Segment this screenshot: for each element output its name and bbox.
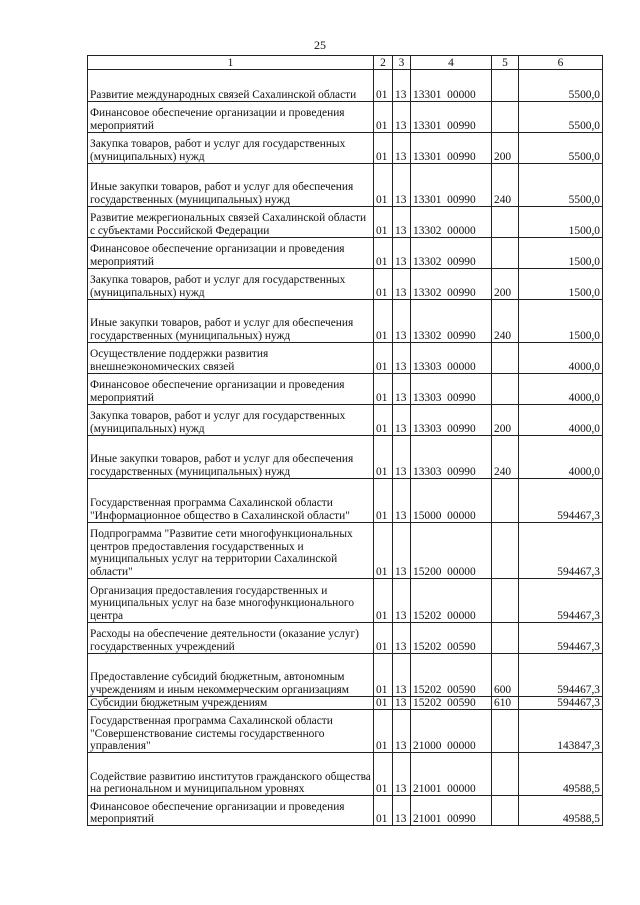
- row-subsection: 13: [393, 654, 411, 697]
- row-amount: 4000,0: [519, 374, 603, 405]
- row-expense-type: [492, 238, 519, 269]
- row-target-article: 13301 00000: [411, 70, 492, 102]
- row-target-article: 13301 00990: [411, 102, 492, 133]
- row-expense-type: [492, 374, 519, 405]
- table-row: [88, 623, 603, 654]
- row-amount: 143847,3: [519, 710, 603, 753]
- row-amount: 594467,3: [519, 623, 603, 654]
- row-subsection: 13: [393, 623, 411, 654]
- row-expense-type: 240: [492, 436, 519, 479]
- row-target-article: 15202 00590: [411, 623, 492, 654]
- row-section: 01: [374, 579, 393, 623]
- row-amount: 49588,5: [519, 796, 603, 826]
- row-expense-type: [492, 623, 519, 654]
- row-target-article: 15202 00590: [411, 654, 492, 697]
- row-subsection: 13: [393, 269, 411, 300]
- row-section: 01: [374, 343, 393, 374]
- row-section: 01: [374, 654, 393, 697]
- row-expense-type: 200: [492, 269, 519, 300]
- row-expense-type: 200: [492, 405, 519, 436]
- row-amount: 594467,3: [519, 654, 603, 697]
- table-row: [88, 374, 603, 405]
- row-name: Финансовое обеспечение организации и проведения мероприятий: [88, 102, 374, 133]
- row-subsection: 13: [393, 523, 411, 579]
- row-section: 01: [374, 623, 393, 654]
- row-expense-type: [492, 207, 519, 238]
- row-expense-type: 610: [492, 697, 519, 710]
- row-name: Государственная программа Сахалинской области "Информационное общество в Сахалинской области": [88, 479, 374, 523]
- row-name: Финансовое обеспечение организации и проведения мероприятий: [88, 796, 374, 826]
- table-row: [88, 238, 603, 269]
- row-section: 01: [374, 269, 393, 300]
- row-expense-type: [492, 70, 519, 102]
- table-row: [88, 164, 603, 207]
- row-name: Предоставление субсидий бюджетным, автономным учреждениям и иным некоммерческим организациям: [88, 654, 374, 697]
- row-subsection: 13: [393, 164, 411, 207]
- budget-table: [87, 55, 603, 826]
- row-name: Финансовое обеспечение организации и проведения мероприятий: [88, 238, 374, 269]
- table-header-row: [88, 56, 603, 70]
- row-amount: 4000,0: [519, 405, 603, 436]
- row-name: Иные закупки товаров, работ и услуг для обеспечения государственных (муниципальных) нужд: [88, 436, 374, 479]
- row-name: Закупка товаров, работ и услуг для государственных (муниципальных) нужд: [88, 405, 374, 436]
- row-subsection: 13: [393, 102, 411, 133]
- row-subsection: 13: [393, 374, 411, 405]
- table-row: [88, 405, 603, 436]
- table-row: [88, 133, 603, 164]
- row-expense-type: 240: [492, 164, 519, 207]
- row-amount: 49588,5: [519, 753, 603, 796]
- row-target-article: 21000 00000: [411, 710, 492, 753]
- row-expense-type: [492, 796, 519, 826]
- row-amount: 1500,0: [519, 269, 603, 300]
- row-subsection: 13: [393, 697, 411, 710]
- row-target-article: 13302 00990: [411, 300, 492, 343]
- table-row: [88, 753, 603, 796]
- table-row: [88, 207, 603, 238]
- row-section: 01: [374, 207, 393, 238]
- row-amount: 5500,0: [519, 102, 603, 133]
- table-row: [88, 796, 603, 826]
- header-col-6: 6: [519, 56, 603, 70]
- row-section: 01: [374, 374, 393, 405]
- row-expense-type: 200: [492, 133, 519, 164]
- row-name: Расходы на обеспечение деятельности (оказание услуг) государственных учреждений: [88, 623, 374, 654]
- row-expense-type: [492, 102, 519, 133]
- row-section: 01: [374, 133, 393, 164]
- row-expense-type: [492, 753, 519, 796]
- row-amount: 4000,0: [519, 343, 603, 374]
- row-subsection: 13: [393, 133, 411, 164]
- row-section: 01: [374, 523, 393, 579]
- row-section: 01: [374, 436, 393, 479]
- row-amount: 594467,3: [519, 479, 603, 523]
- row-subsection: 13: [393, 710, 411, 753]
- row-subsection: 13: [393, 207, 411, 238]
- table-row: [88, 523, 603, 579]
- row-subsection: 13: [393, 436, 411, 479]
- row-name: Закупка товаров, работ и услуг для государственных (муниципальных) нужд: [88, 269, 374, 300]
- table-row: [88, 300, 603, 343]
- table-row: [88, 70, 603, 102]
- row-name: Иные закупки товаров, работ и услуг для обеспечения государственных (муниципальных) нужд: [88, 300, 374, 343]
- row-section: 01: [374, 697, 393, 710]
- table-row: [88, 479, 603, 523]
- row-amount: 5500,0: [519, 133, 603, 164]
- row-amount: 594467,3: [519, 697, 603, 710]
- row-amount: 5500,0: [519, 164, 603, 207]
- table-row: [88, 579, 603, 623]
- row-expense-type: [492, 523, 519, 579]
- row-target-article: 13301 00990: [411, 164, 492, 207]
- row-subsection: 13: [393, 479, 411, 523]
- row-amount: 1500,0: [519, 207, 603, 238]
- table-row: [88, 697, 603, 710]
- row-expense-type: 600: [492, 654, 519, 697]
- header-col-4: 4: [411, 56, 492, 70]
- row-section: 01: [374, 300, 393, 343]
- row-section: 01: [374, 102, 393, 133]
- table-row: [88, 436, 603, 479]
- header-col-5: 5: [492, 56, 519, 70]
- page-number: 25: [314, 38, 326, 52]
- row-target-article: 13303 00990: [411, 374, 492, 405]
- row-amount: 1500,0: [519, 238, 603, 269]
- row-name: Развитие межрегиональных связей Сахалинской области с субъектами Российской Федерации: [88, 207, 374, 238]
- row-section: 01: [374, 238, 393, 269]
- row-target-article: 15000 00000: [411, 479, 492, 523]
- row-target-article: 13302 00000: [411, 207, 492, 238]
- row-target-article: 21001 00990: [411, 796, 492, 826]
- table-row: [88, 102, 603, 133]
- table-row: [88, 343, 603, 374]
- row-section: 01: [374, 405, 393, 436]
- row-section: 01: [374, 164, 393, 207]
- row-section: 01: [374, 70, 393, 102]
- row-subsection: 13: [393, 579, 411, 623]
- table-row: [88, 269, 603, 300]
- row-amount: 1500,0: [519, 300, 603, 343]
- row-expense-type: [492, 579, 519, 623]
- row-name: Развитие международных связей Сахалинской области: [88, 70, 374, 102]
- row-amount: 594467,3: [519, 579, 603, 623]
- header-col-1: 1: [88, 56, 374, 70]
- row-target-article: 13301 00990: [411, 133, 492, 164]
- row-name: Организация предоставления государственных и муниципальных услуг на базе многофункционального центра: [88, 579, 374, 623]
- row-amount: 4000,0: [519, 436, 603, 479]
- row-target-article: 15202 00000: [411, 579, 492, 623]
- row-target-article: 15202 00590: [411, 697, 492, 710]
- row-subsection: 13: [393, 405, 411, 436]
- row-section: 01: [374, 710, 393, 753]
- table-row: [88, 654, 603, 697]
- row-subsection: 13: [393, 753, 411, 796]
- row-amount: 5500,0: [519, 70, 603, 102]
- row-subsection: 13: [393, 70, 411, 102]
- row-name: Финансовое обеспечение организации и проведения мероприятий: [88, 374, 374, 405]
- row-subsection: 13: [393, 300, 411, 343]
- header-col-3: 3: [393, 56, 411, 70]
- row-name: Содействие развитию институтов гражданского общества на региональном и муниципальном уровнях: [88, 753, 374, 796]
- row-section: 01: [374, 479, 393, 523]
- row-name: Иные закупки товаров, работ и услуг для обеспечения государственных (муниципальных) нужд: [88, 164, 374, 207]
- row-name: Подпрограмма "Развитие сети многофункциональных центров предоставления государственных и муниципальных услуг на территории Сахалинской области": [88, 523, 374, 579]
- row-target-article: 13302 00990: [411, 238, 492, 269]
- row-target-article: 21001 00000: [411, 753, 492, 796]
- row-subsection: 13: [393, 796, 411, 826]
- row-section: 01: [374, 796, 393, 826]
- row-subsection: 13: [393, 238, 411, 269]
- row-expense-type: [492, 343, 519, 374]
- table-row: [88, 710, 603, 753]
- header-col-2: 2: [374, 56, 393, 70]
- row-expense-type: [492, 479, 519, 523]
- row-target-article: 15200 00000: [411, 523, 492, 579]
- row-target-article: 13302 00990: [411, 269, 492, 300]
- row-target-article: 13303 00990: [411, 405, 492, 436]
- row-name: Закупка товаров, работ и услуг для государственных (муниципальных) нужд: [88, 133, 374, 164]
- row-name: Субсидии бюджетным учреждениям: [88, 697, 374, 710]
- row-name: Государственная программа Сахалинской области "Совершенствование системы государственного управления": [88, 710, 374, 753]
- row-section: 01: [374, 753, 393, 796]
- row-target-article: 13303 00990: [411, 436, 492, 479]
- row-target-article: 13303 00000: [411, 343, 492, 374]
- row-expense-type: 240: [492, 300, 519, 343]
- row-amount: 594467,3: [519, 523, 603, 579]
- row-expense-type: [492, 710, 519, 753]
- row-subsection: 13: [393, 343, 411, 374]
- row-name: Осуществление поддержки развития внешнеэкономических связей: [88, 343, 374, 374]
